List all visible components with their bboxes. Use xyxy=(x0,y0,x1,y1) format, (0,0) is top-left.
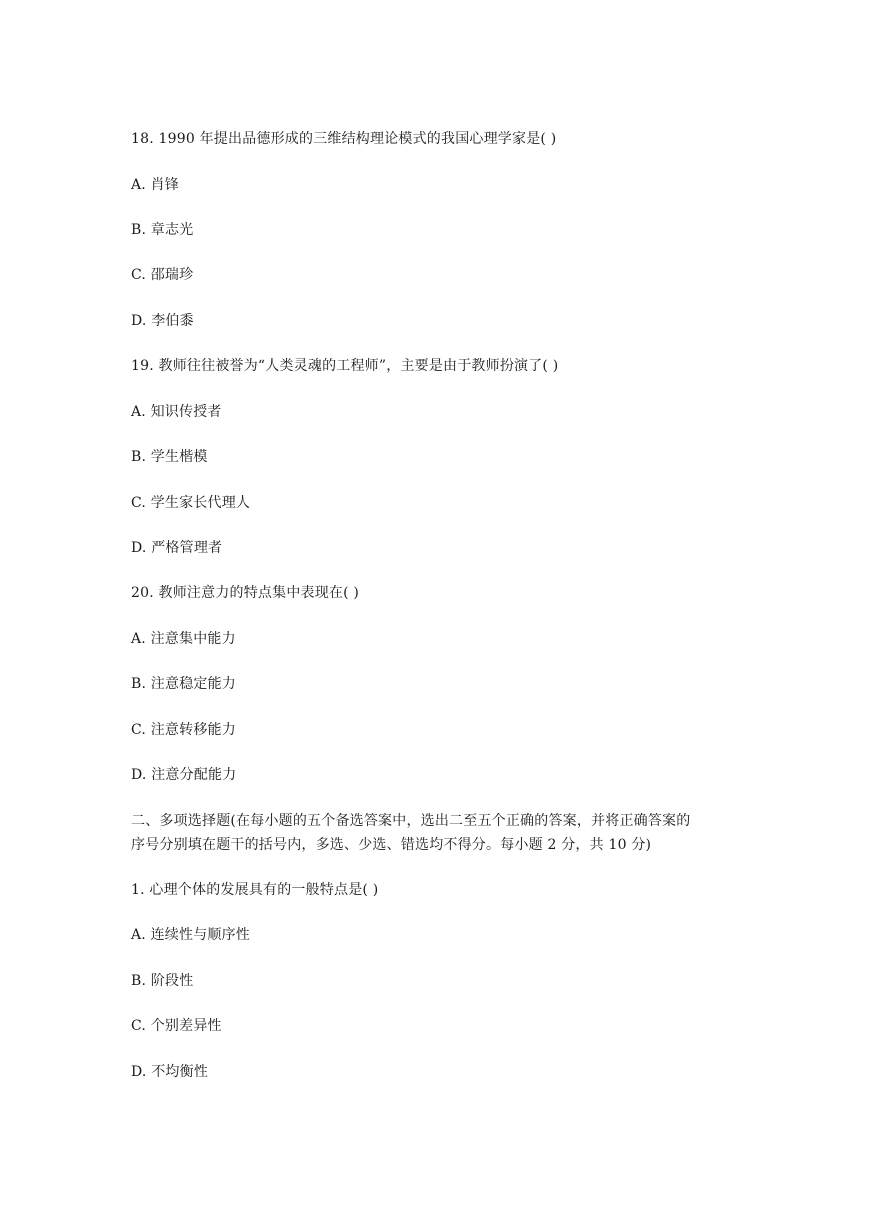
section-heading-line-1: 二、多项选择题(在每小题的五个备选答案中，选出二至五个正确的答案，并将正确答案的 xyxy=(131,813,691,829)
question-18-option-b: B. 章志光 xyxy=(131,222,194,238)
question-18-option-d: D. 李伯黍 xyxy=(131,313,194,329)
question-20-option-c: C. 注意转移能力 xyxy=(131,722,236,738)
question-19-option-d: D. 严格管理者 xyxy=(131,540,223,556)
question-18-option-c: C. 邵瑞珍 xyxy=(131,267,194,283)
question-19-option-a: A. 知识传授者 xyxy=(131,404,222,420)
question-20-option-d: D. 注意分配能力 xyxy=(131,767,237,783)
multi-question-1-option-a: A. 连续性与顺序性 xyxy=(131,927,251,943)
section-heading-line-2: 序号分别填在题干的括号内，多选、少选、错选均不得分。每小题 2 分，共 10 分) xyxy=(131,837,652,853)
question-20-option-b: B. 注意稳定能力 xyxy=(131,676,236,692)
multi-question-1-option-d: D. 不均衡性 xyxy=(131,1064,209,1080)
question-18-option-a: A. 肖锋 xyxy=(131,177,180,193)
question-19-option-b: B. 学生楷模 xyxy=(131,449,208,465)
multi-question-1-option-b: B. 阶段性 xyxy=(131,973,194,989)
question-19-option-c: C. 学生家长代理人 xyxy=(131,495,251,511)
multi-question-1-option-c: C. 个别差异性 xyxy=(131,1018,222,1034)
question-18-stem: 18. 1990 年提出品德形成的三维结构理论模式的我国心理学家是( ) xyxy=(131,131,557,147)
multi-question-1-stem: 1. 心理个体的发展具有的一般特点是( ) xyxy=(131,882,379,898)
question-20-option-a: A. 注意集中能力 xyxy=(131,631,236,647)
question-19-stem: 19. 教师往往被誉为“人类灵魂的工程师”，主要是由于教师扮演了( ) xyxy=(131,358,559,374)
question-20-stem: 20. 教师注意力的特点集中表现在( ) xyxy=(131,585,360,601)
